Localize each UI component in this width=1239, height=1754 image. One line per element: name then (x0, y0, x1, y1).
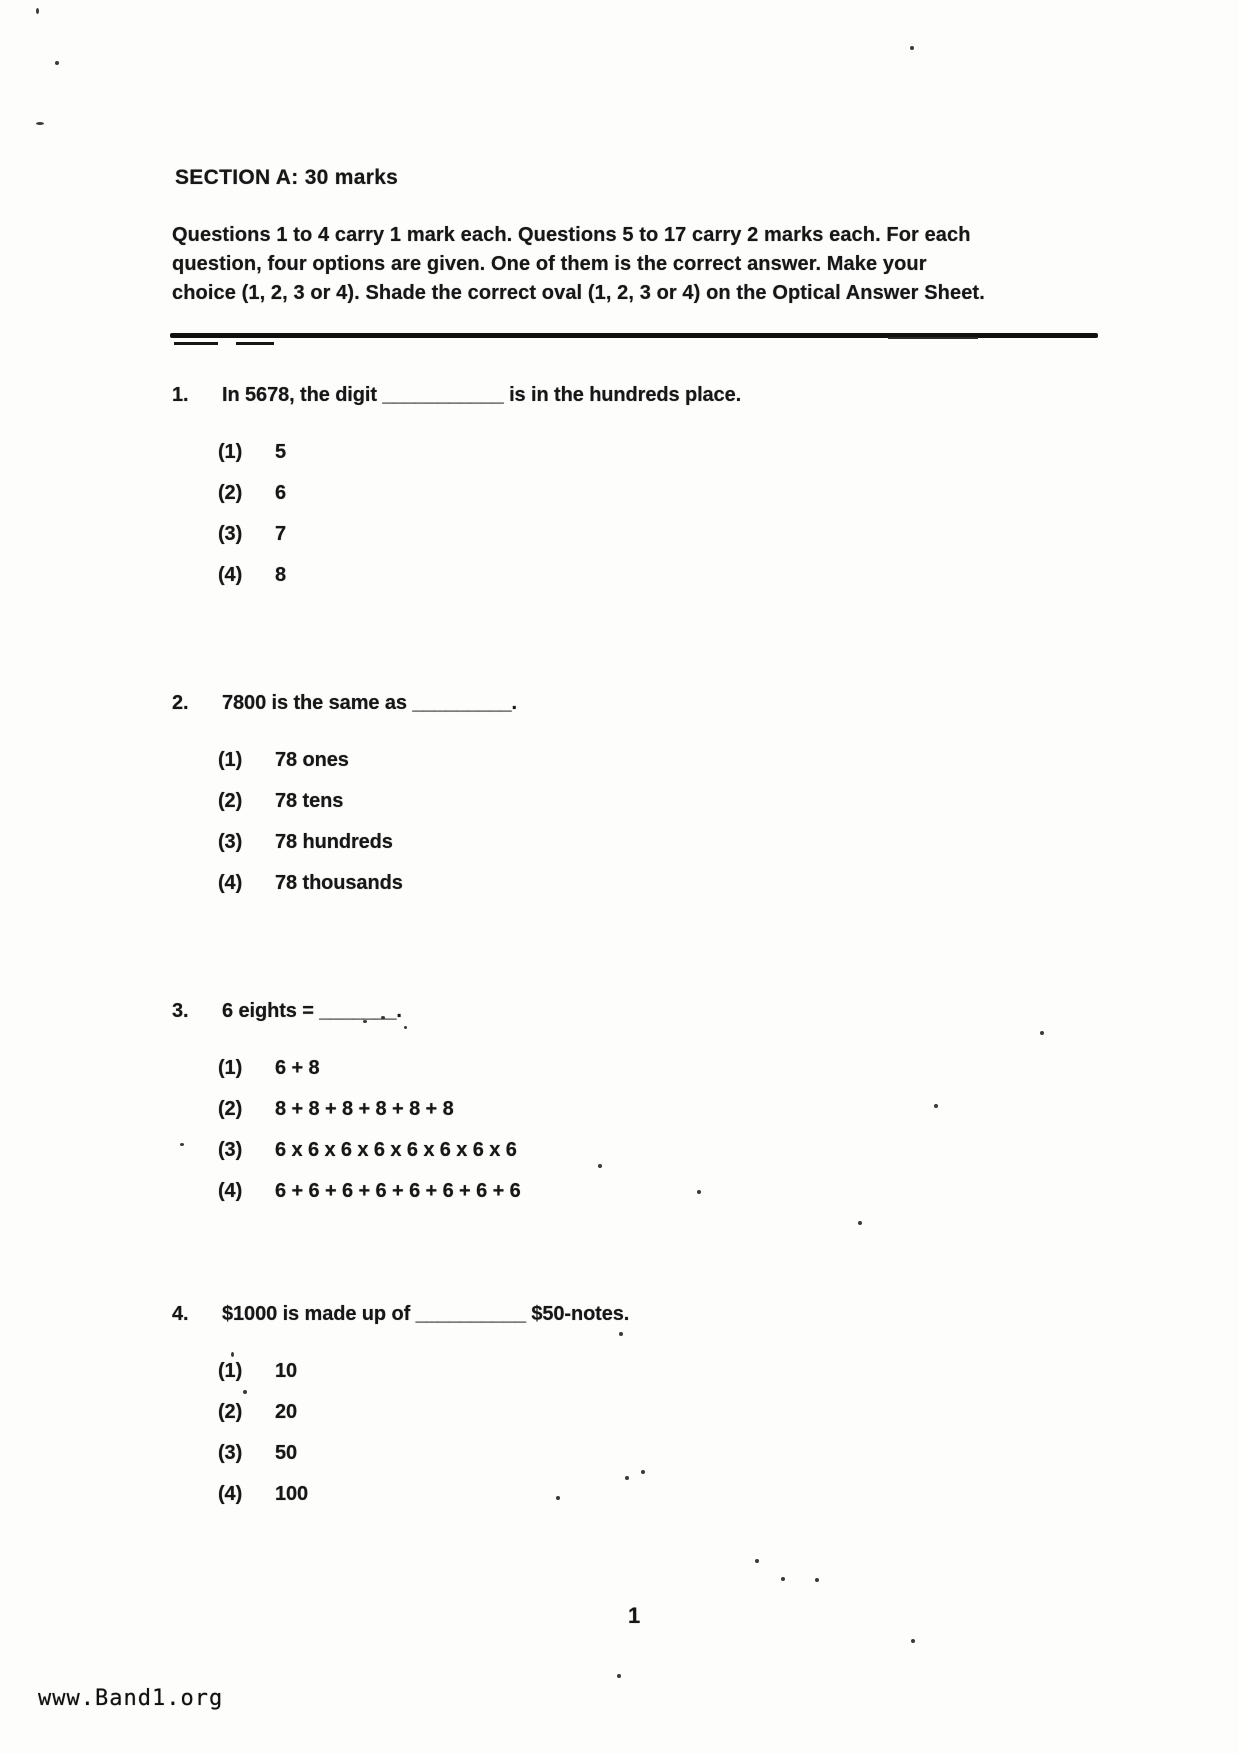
option-value: 10 (275, 1360, 298, 1382)
question-2-number: 2. (172, 692, 189, 714)
option-label: (3) (218, 831, 243, 853)
scan-speck (858, 1221, 862, 1225)
divider-artifact (888, 337, 978, 339)
option-value: 6 x 6 x 6 x 6 x 6 x 6 x 6 x 6 (275, 1139, 517, 1161)
option-label: (4) (218, 1483, 243, 1505)
instructions-line-1: Questions 1 to 4 carry 1 mark each. Questions 5 to 17 carry 2 marks each. For each (172, 224, 971, 246)
question-2-text: 7800 is the same as _________. (222, 692, 518, 714)
instructions-line-2: question, four options are given. One of them is the correct answer. Make your (172, 253, 927, 275)
option-value: 20 (275, 1401, 298, 1423)
option-row (218, 432, 1092, 473)
instructions-line-3: choice (1, 2, 3 or 4). Shade the correct oval (1, 2, 3 or 4) on the Optical Answer Sheet. (172, 282, 985, 304)
option-label: (3) (218, 1442, 243, 1464)
scan-speck (815, 1578, 819, 1582)
option-row (218, 740, 1092, 781)
scan-speck (36, 8, 39, 14)
option-row (218, 863, 1092, 904)
option-value: 6 + 8 (275, 1057, 320, 1079)
scan-speck (910, 46, 914, 50)
option-row (218, 1433, 1092, 1474)
option-label: (2) (218, 790, 243, 812)
option-row (218, 822, 1092, 863)
question-4-options (218, 1351, 1092, 1515)
option-value: 6 (275, 482, 287, 504)
section-instructions (172, 221, 985, 308)
question-3-number: 3. (172, 1000, 189, 1022)
option-value: 7 (275, 523, 287, 545)
question-4 (172, 1301, 1092, 1515)
option-row (218, 473, 1092, 514)
option-value: 100 (275, 1483, 309, 1505)
divider-artifact (174, 342, 218, 345)
option-label: (1) (218, 441, 243, 463)
section-title: SECTION A: 30 marks (175, 166, 399, 189)
question-1-number: 1. (172, 384, 189, 406)
option-label: (4) (218, 1180, 243, 1202)
option-row (218, 1392, 1092, 1433)
option-row (218, 1048, 1092, 1089)
option-label: (4) (218, 564, 243, 586)
question-2-options (218, 740, 1092, 904)
question-3 (172, 998, 1092, 1212)
option-row (218, 555, 1092, 596)
section-divider (170, 333, 1098, 338)
option-label: (4) (218, 872, 243, 894)
option-value: 8 (275, 564, 287, 586)
option-value: 50 (275, 1442, 298, 1464)
question-4-text: $1000 is made up of __________ $50-notes. (222, 1303, 630, 1325)
option-value: 78 ones (275, 749, 349, 771)
scan-speck (781, 1577, 785, 1581)
question-1-text: In 5678, the digit ___________ is in the hundreds place. (222, 384, 742, 406)
option-row (218, 514, 1092, 555)
question-3-text: 6 eights = _______. (222, 1000, 402, 1022)
question-4-number: 4. (172, 1303, 189, 1325)
divider-artifact (236, 342, 274, 345)
option-row (218, 1130, 1092, 1171)
option-label: (3) (218, 1139, 243, 1161)
scan-speck (36, 122, 44, 125)
option-label: (3) (218, 523, 243, 545)
question-1-options (218, 432, 1092, 596)
question-1 (172, 382, 1092, 596)
scan-speck (55, 61, 59, 65)
footer-url: www.Band1.org (38, 1686, 224, 1711)
option-row (218, 1474, 1092, 1515)
option-label: (1) (218, 1360, 243, 1382)
option-row (218, 1171, 1092, 1212)
option-row (218, 1089, 1092, 1130)
option-value: 8 + 8 + 8 + 8 + 8 + 8 (275, 1098, 454, 1120)
question-2 (172, 690, 1092, 904)
option-label: (2) (218, 1401, 243, 1423)
scan-speck (755, 1559, 759, 1563)
page-number: 1 (628, 1603, 641, 1628)
option-value: 6 + 6 + 6 + 6 + 6 + 6 + 6 + 6 (275, 1180, 521, 1202)
option-label: (1) (218, 749, 243, 771)
scan-speck (617, 1674, 621, 1678)
option-value: 78 thousands (275, 872, 403, 894)
option-value: 78 hundreds (275, 831, 393, 853)
question-3-options (218, 1048, 1092, 1212)
option-value: 78 tens (275, 790, 344, 812)
option-label: (2) (218, 482, 243, 504)
scan-speck (911, 1639, 915, 1643)
option-row (218, 1351, 1092, 1392)
option-value: 5 (275, 441, 287, 463)
option-label: (1) (218, 1057, 243, 1079)
option-row (218, 781, 1092, 822)
option-label: (2) (218, 1098, 243, 1120)
